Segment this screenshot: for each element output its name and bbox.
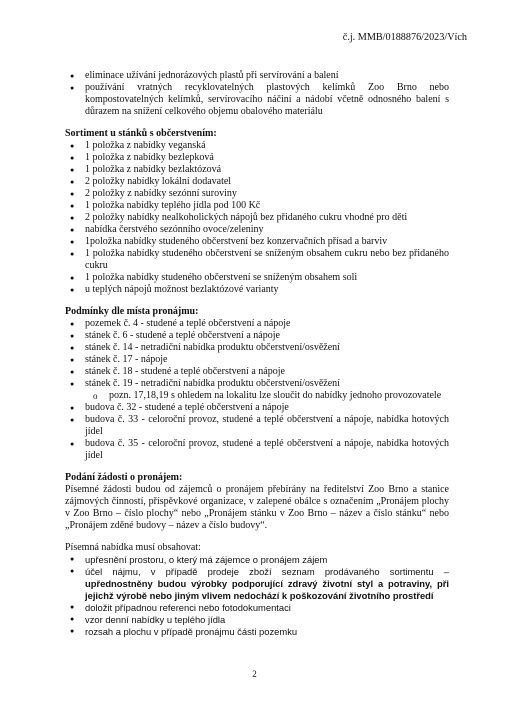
list-item: ● u teplých nápojů možnost bezlaktózové varianty (65, 284, 449, 296)
page-number: 2 (252, 669, 257, 679)
list-item: ● 1položka nabídky studeného občerstvení bez konzervačních přísad a barviv (65, 236, 449, 248)
list-item: ● 1 položka z nabídky bezlaktózová (65, 164, 449, 176)
list-item: ● stánek č. 6 - studené a teplé občerstvení a nápoje (65, 330, 449, 342)
list-item: ● stánek č. 14 - netradiční nabídka produktu občerstvení/osvěžení (65, 342, 449, 354)
list-item: ● eliminace užívání jednorázových plastů při servírování a balení (65, 70, 449, 82)
list-item: ● 1 položka nabídky teplého jídla pod 100 Kč (65, 200, 449, 212)
list-item: ● pozemek č. 4 - studené a teplé občerstvení a nápoje (65, 318, 449, 330)
list-item: ● stánek č. 17 - nápoje (65, 354, 449, 366)
podminky-sublist (65, 390, 449, 402)
zadosti-heading: Podání žádosti o pronájem: (65, 472, 183, 483)
podminky-heading: Podmínky dle místa pronájmu: (65, 306, 199, 317)
intro-list (65, 70, 449, 118)
list-item: ● budova č. 33 - celoroční provoz, studené a teplé občerstvení a nápoje, nabídka hotových jídel (65, 414, 449, 438)
list-item: ● upřesnění prostoru, o který má zájemce o pronájem zájem (65, 554, 449, 566)
list-item: ● stánek č. 18 - studené a teplé občerstvení a nápoje (65, 366, 449, 378)
podminky-list (65, 318, 449, 390)
zadosti-paragraph: Písemné žádosti budou od zájemců o pronájem přebírány na ředitelství Zoo Brno a stanice zájmových činností, příspěvkové organizace, v zalepené obálce s označením „Pronájem plochy v Zoo Brno – číslo plochy“ nebo „Pronájem stánku v Zoo Brno – název a číslo stánku“ nebo „Pronájem zděné budovy – název a číslo budovy“. (65, 484, 449, 531)
list-item: ● vzor denní nabídky u teplého jídla (65, 614, 449, 626)
list-item: ● 1 položka z nabídky bezlepková (65, 152, 449, 164)
list-item: ● doložit případnou referenci nebo fotodokumentaci (65, 602, 449, 614)
list-item: ● budova č. 32 - studené a teplé občerstvení a nápoje (65, 402, 449, 414)
purpose-emphasis: upřednostněny budou výrobky podporující zdravý životní styl a potraviny, při jejichž výrobě nebo jiným vlivem nedochází k poškozování životního prostředí (85, 578, 449, 601)
purpose-text: účel nájmu, v případě prodeje zboží seznam prodávaného sortimentu – (85, 566, 449, 577)
list-item: ● rozsah a plochu v případě pronájmu části pozemku (65, 626, 449, 638)
sub-list-item: o pozn. 17,18,19 s ohledem na lokalitu lze sloučit do nabídky jednoho provozovatele (65, 390, 449, 402)
nabidka-list (65, 554, 449, 638)
list-item-purpose (65, 566, 449, 602)
list-item: ● 1 položka z nabídky veganská (65, 140, 449, 152)
list-item: ● 2 položky z nabídky sezónní suroviny (65, 188, 449, 200)
list-item: ● 2 položky nabídky nealkoholických nápojů bez přidaného cukru vhodné pro děti (65, 212, 449, 224)
list-item: ● 1 položka nabídky studeného občerstvení se sníženým obsahem cukru nebo bez přidaného cukru (65, 248, 449, 272)
sortiment-heading: Sortiment u stánků s občerstvením: (65, 128, 217, 139)
list-item: ● stánek č. 19 - netradiční nabídka produktu občerstvení/osvěžení (65, 378, 449, 390)
list-item: ● budova č. 35 - celoroční provoz, studené a teplé občerstvení a nápoje, nabídka hotových jídel (65, 438, 449, 462)
list-item: ● nabídka čerstvého sezónního ovoce/zeleniny (65, 224, 449, 236)
list-item: ● používání vratných recyklovatelných plastových kelímků Zoo Brno nebo kompostovatelných kelímků, servírovacího náčiní a nádobí včetně odnosného balení s důrazem na snížení celkového objemu obalového materiálu (65, 82, 449, 118)
list-item: ● 1 položka nabídky studeného občerstvení se sníženým obsahem soli (65, 272, 449, 284)
nabidka-intro: Písemná nabídka musí obsahovat: (65, 542, 201, 553)
reference-number: č.j. MMB/0188876/2023/Vích (342, 32, 467, 43)
spacer (65, 532, 449, 542)
sortiment-list (65, 140, 449, 296)
podminky-list-continued (65, 402, 449, 462)
list-item: ● 2 položky nabídky lokální dodavatel (65, 176, 449, 188)
page-content (65, 70, 449, 638)
